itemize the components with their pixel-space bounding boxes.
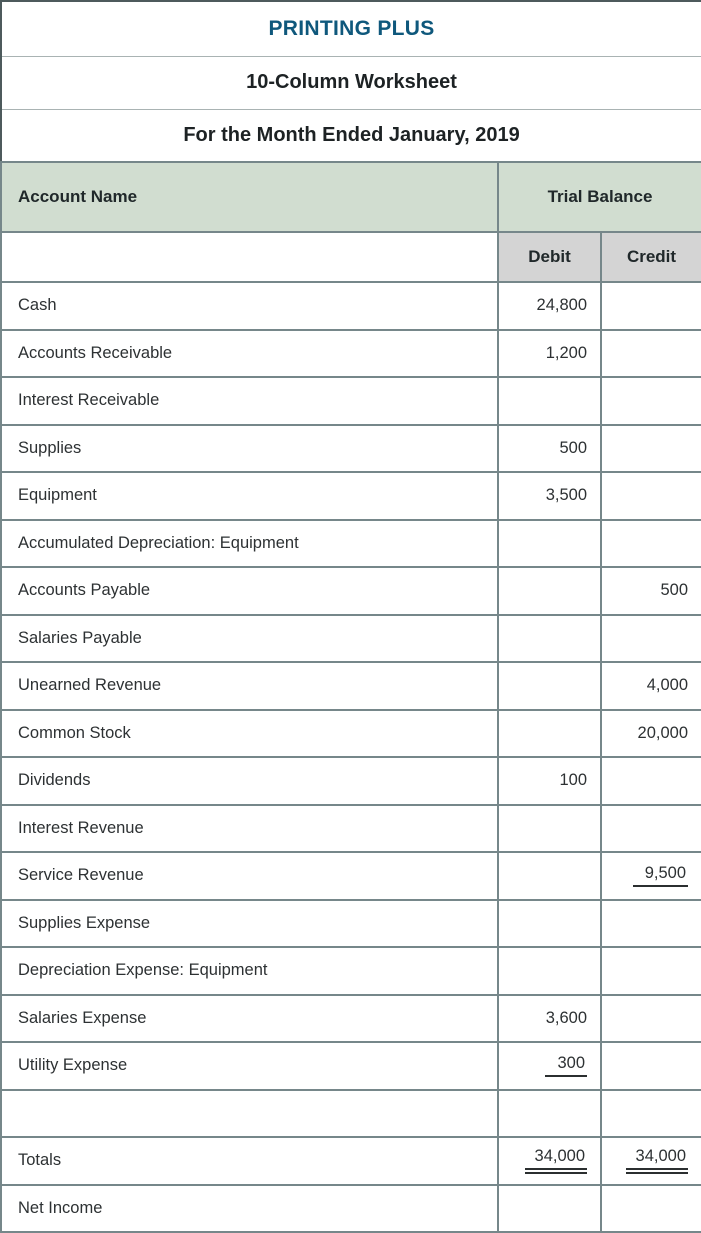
account-cell: Salaries Payable xyxy=(1,615,498,663)
debit-cell xyxy=(498,995,601,1043)
table-row xyxy=(1,662,701,710)
table-row xyxy=(1,710,701,758)
credit-cell xyxy=(601,900,701,948)
table-row xyxy=(1,282,701,330)
account-cell: Interest Revenue xyxy=(1,805,498,853)
debit-cell xyxy=(498,1042,601,1090)
debit-value: 24,800 xyxy=(536,296,587,315)
debit-cell xyxy=(498,1137,601,1185)
account-cell: Net Income xyxy=(1,1185,498,1233)
credit-cell xyxy=(601,995,701,1043)
account-cell: Equipment xyxy=(1,472,498,520)
account-cell: Interest Receivable xyxy=(1,377,498,425)
table-row xyxy=(1,615,701,663)
credit-cell xyxy=(601,472,701,520)
credit-cell xyxy=(601,1137,701,1185)
blank-header-cell xyxy=(1,232,498,282)
table-row xyxy=(1,520,701,568)
debit-value: 3,600 xyxy=(545,1008,587,1027)
table-row xyxy=(1,1090,701,1138)
credit-cell xyxy=(601,330,701,378)
debit-value: 100 xyxy=(559,771,587,790)
account-cell: Totals xyxy=(1,1137,498,1185)
credit-cell xyxy=(601,852,701,900)
trial-balance-header: Trial Balance xyxy=(498,162,701,232)
debit-cell xyxy=(498,1090,601,1138)
table-row xyxy=(1,330,701,378)
debit-cell xyxy=(498,757,601,805)
account-cell: Cash xyxy=(1,282,498,330)
credit-cell xyxy=(601,947,701,995)
credit-cell xyxy=(601,1185,701,1233)
credit-cell xyxy=(601,615,701,663)
table-row xyxy=(1,900,701,948)
debit-value: 500 xyxy=(559,438,587,457)
credit-cell xyxy=(601,1090,701,1138)
debit-cell xyxy=(498,425,601,473)
table-row xyxy=(1,852,701,900)
account-cell: Dividends xyxy=(1,757,498,805)
table-row xyxy=(1,1185,701,1233)
debit-cell xyxy=(498,520,601,568)
credit-value: 9,500 xyxy=(633,864,688,887)
debit-value: 34,000 xyxy=(525,1147,587,1174)
table-row xyxy=(1,757,701,805)
debit-cell xyxy=(498,615,601,663)
debit-cell xyxy=(498,330,601,378)
account-cell: Unearned Revenue xyxy=(1,662,498,710)
debit-cell xyxy=(498,900,601,948)
credit-cell xyxy=(601,757,701,805)
account-cell: Accounts Receivable xyxy=(1,330,498,378)
credit-cell xyxy=(601,662,701,710)
debit-cell xyxy=(498,710,601,758)
credit-cell xyxy=(601,425,701,473)
debit-cell xyxy=(498,805,601,853)
credit-cell xyxy=(601,1042,701,1090)
debit-cell xyxy=(498,282,601,330)
debit-cell xyxy=(498,662,601,710)
table-row xyxy=(1,425,701,473)
table-row xyxy=(1,1137,701,1185)
debit-cell xyxy=(498,472,601,520)
account-name-header: Account Name xyxy=(1,162,498,232)
credit-cell xyxy=(601,520,701,568)
debit-value: 300 xyxy=(545,1054,587,1077)
credit-cell xyxy=(601,282,701,330)
account-cell: Salaries Expense xyxy=(1,995,498,1043)
account-cell: Utility Expense xyxy=(1,1042,498,1090)
credit-value: 4,000 xyxy=(646,676,689,695)
company-name: PRINTING PLUS xyxy=(1,1,701,56)
account-cell: Service Revenue xyxy=(1,852,498,900)
account-cell xyxy=(1,1090,498,1138)
debit-value: 1,200 xyxy=(545,343,587,362)
debit-cell xyxy=(498,852,601,900)
credit-value: 34,000 xyxy=(626,1147,688,1174)
table-row xyxy=(1,472,701,520)
table-row xyxy=(1,995,701,1043)
period-title: For the Month Ended January, 2019 xyxy=(1,109,701,162)
account-cell: Supplies Expense xyxy=(1,900,498,948)
credit-cell xyxy=(601,710,701,758)
credit-column-header: Credit xyxy=(601,232,701,282)
account-cell: Accumulated Depreciation: Equipment xyxy=(1,520,498,568)
debit-cell xyxy=(498,1185,601,1233)
account-cell: Supplies xyxy=(1,425,498,473)
account-cell: Common Stock xyxy=(1,710,498,758)
account-cell: Depreciation Expense: Equipment xyxy=(1,947,498,995)
credit-cell xyxy=(601,805,701,853)
worksheet-title: 10-Column Worksheet xyxy=(1,56,701,109)
debit-cell xyxy=(498,377,601,425)
credit-cell xyxy=(601,377,701,425)
table-row xyxy=(1,567,701,615)
credit-value: 20,000 xyxy=(637,723,689,742)
debit-value: 3,500 xyxy=(545,486,587,505)
account-cell: Accounts Payable xyxy=(1,567,498,615)
table-row xyxy=(1,947,701,995)
debit-cell xyxy=(498,947,601,995)
credit-value: 500 xyxy=(660,581,689,600)
table-row xyxy=(1,377,701,425)
debit-column-header: Debit xyxy=(498,232,601,282)
credit-cell xyxy=(601,567,701,615)
debit-cell xyxy=(498,567,601,615)
table-row xyxy=(1,1042,701,1090)
table-row xyxy=(1,805,701,853)
